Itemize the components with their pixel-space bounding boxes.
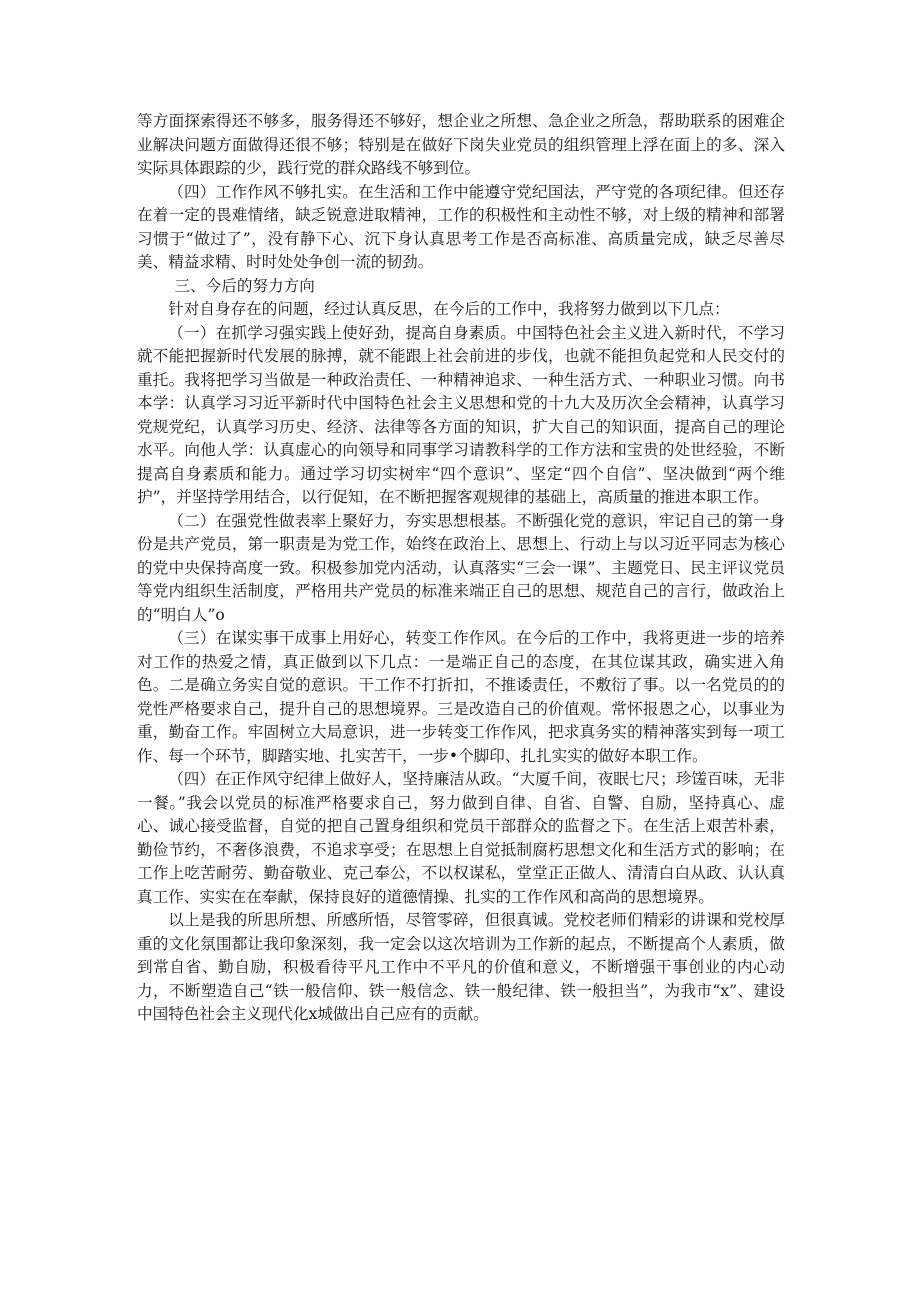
section-heading-future-direction: 三、今后的努力方向 xyxy=(174,276,315,295)
paragraph-point-three: （三）在谋实事干成事上用好心，转变工作作风。在今后的工作中，我将更进一步的培养对工作的热爱之情，真正做到以下几点：一是端正自己的态度，在其位谋其政，确实进入角色。二是确立务实自觉的意识。干工作不打折扣，不推诿责任，不敷衍了事。以一名党员的的党性严格要求自己，提升自己的思想境界。三是改造自己的价值观。常怀报恩之心，以事业为重，勤奋工作。牢固树立大局意识，进一步转变工作作风，把求真务实的精神落实到每一项工作、每一个环节，脚踏实地、扎实苦干，一步•个脚印、扎扎实实的做好本职工作。 xyxy=(137,629,785,765)
paragraph-continuation: 等方面探索得还不够多，服务得还不够好，想企业之所想、急企业之所急，帮助联系的困难企业解决问题方面做得还很不够；特别是在做好下岗失业党员的组织管理上浮在面上的多、深入实际具体跟踪的少，践行党的群众路线不够到位。 xyxy=(137,112,785,177)
paragraph-conclusion: 以上是我的所思所想、所感所悟，尽管零碎，但很真诚。党校老师们精彩的讲课和党校厚重的文化氛围都让我印象深刻，我一定会以这次培训为工作新的起点，不断提高个人素质，做到常自省、勤自励，积极看待平凡工作中不平凡的价值和意义，不断增强干事创业的内心动力，不断塑造自己“铁一般信仰、铁一般信念、铁一般纪律、铁一般担当”，为我市“x”、建设中国特色社会主义现代化x城做出自己应有的贡献。 xyxy=(137,911,785,1023)
paragraph-point-four: （四）在正作风守纪律上做好人，坚持廉洁从政。“大厦千间，夜眠七尺；珍馐百味，无非一餐。”我会以党员的标准严格要求自己，努力做到自律、自省、自警、自励，坚持真心、虚心、诚心接受监督，自觉的把自己置身组织和党员干部群众的监督之下。在生活上艰苦朴素，勤俭节约，不奢侈浪费，不追求享受；在思想上自觉抵制腐朽思想文化和生活方式的影响；在工作上吃苦耐劳、勤奋敬业、克己奉公，不以权谋私，堂堂正正做人、清清白白从政、认认真真工作、实实在在奉献，保持良好的道德情操、扎实的工作作风和高尚的思想境界。 xyxy=(137,770,785,906)
paragraph-intro: 针对自身存在的问题，经过认真反思，在今后的工作中，我将努力做到以下几点： xyxy=(168,300,730,318)
document-page xyxy=(137,110,785,1027)
paragraph-point-one: （一）在抓学习强实践上使好劲，提高自身素质。中国特色社会主义进入新时代，不学习就不能把握新时代发展的脉搏，就不能跟上社会前进的步伐，也就不能担负起党和人民交付的重托。我将把学习当做是一种政治责任、一种精神追求、一种生活方式、一种职业习惯。向书本学：认真学习习近平新时代中国特色社会主义思想和党的十九大及历次全会精神，认真学习党规党纪，认真学习历史、经济、法律等各方面的知识，扩大自己的知识面，提高自己的理论水平。向他人学：认真虚心的向领导和同事学习请教科学的工作方法和宝贵的处世经验，不断提高自身素质和能力。通过学习切实树牢“四个意识”、坚定“四个自信”、坚决做到“两个维护”，并坚持学用结合，以行促知，在不断把握客观规律的基础上，高质量的推进本职工作。 xyxy=(137,323,785,506)
paragraph-work-style: （四）工作作风不够扎实。在生活和工作中能遵守党纪国法，严守党的各项纪律。但还存在着一定的畏难情绪，缺乏锐意进取精神，工作的积极性和主动性不够，对上级的精神和部署习惯于“做过了”，没有静下心、沉下身认真思考工作是否高标准、高质量完成，缺乏尽善尽美、精益求精、时时处处争创一流的韧劲。 xyxy=(137,182,785,271)
paragraph-point-two: （二）在强党性做表率上聚好力，夯实思想根基。不断强化党的意识，牢记自己的第一身份是共产党员，第一职责是为党工作，始终在政治上、思想上、行动上与以习近平同志为核心的党中央保持高度一致。积极参加党内活动，认真落实“三会一课”、主题党日、民主评议党员等党内组织生活制度，严格用共产党员的标准来端正自己的思想、规范自己的言行，做政治上的“明白人”o xyxy=(137,511,785,624)
